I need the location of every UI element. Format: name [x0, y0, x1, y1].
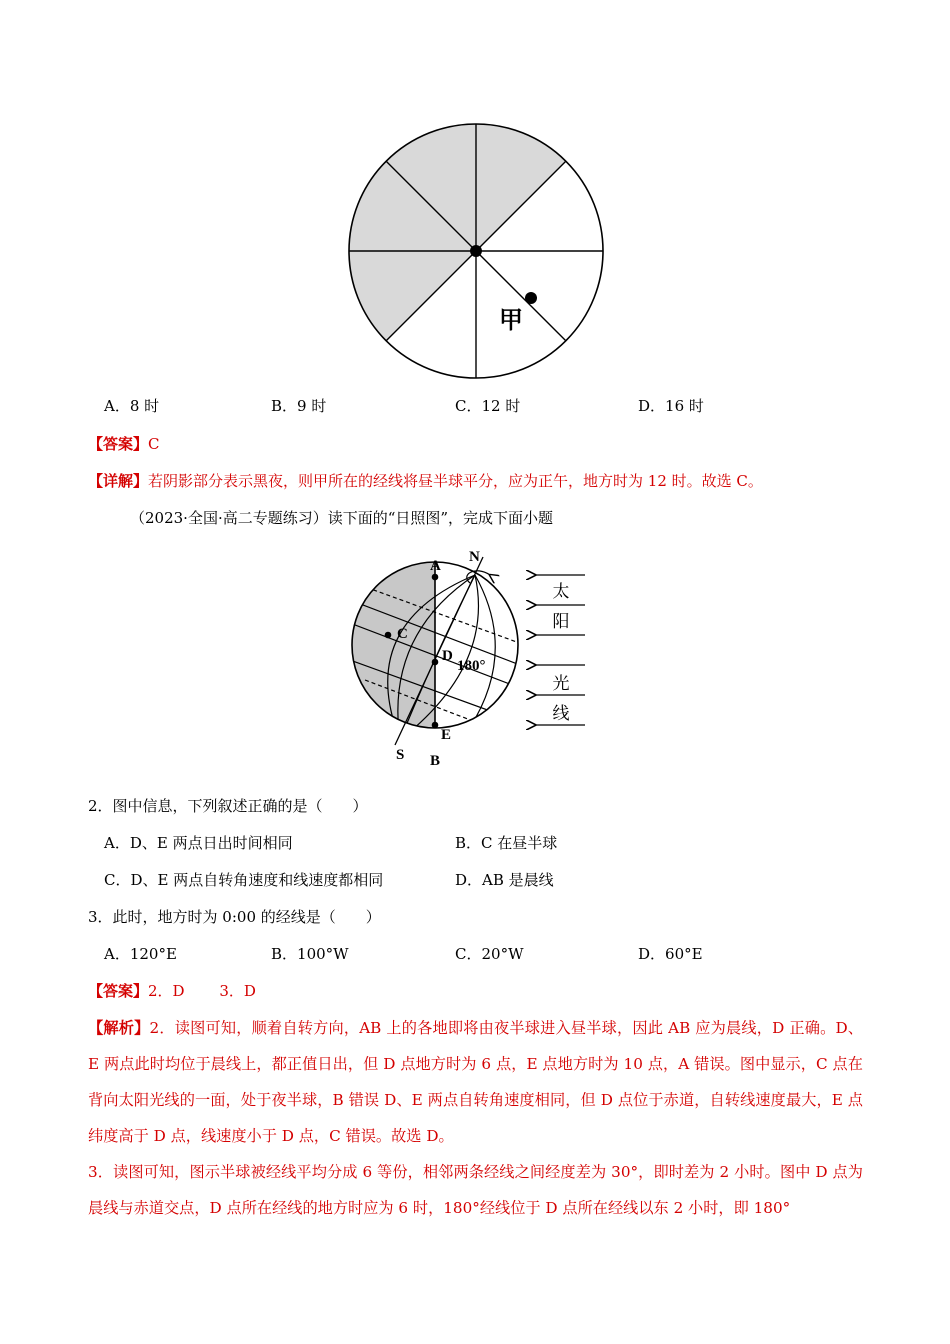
- label-c: C: [397, 626, 408, 642]
- center-dot: [470, 245, 482, 257]
- q3-stem: 3．此时，地方时为 0:00 的经线是（ ）: [88, 908, 381, 926]
- q1-option-d: D．16 时: [638, 397, 704, 415]
- jia-label: 甲: [499, 306, 523, 334]
- q2-option-b: B．C 在昼半球: [455, 834, 558, 852]
- sun-char-3: 光: [552, 674, 570, 694]
- q2-option-c: C．D、E 两点自转角速度和线速度都相同: [104, 871, 384, 889]
- q3-option-d: D．60°E: [638, 945, 703, 963]
- label-a: A: [430, 558, 441, 574]
- shaded-sector-4: [476, 124, 566, 251]
- figure-day-night-circle: [345, 120, 607, 382]
- sun-char-4: 线: [552, 704, 570, 724]
- jia-dot: [525, 292, 537, 304]
- q1-detail: 【详解】若阴影部分表示黑夜，则甲所在的经线将昼半球平分，应为正午，地方时为 12 时。故选 C。: [88, 472, 763, 490]
- label-n: N: [469, 549, 480, 565]
- q1-option-a: A．8 时: [104, 397, 160, 415]
- analysis-q3: 3．读图可知，图示半球被经线平均分成 6 等份，相邻两条经线之间经度差为 30°，即时差为 2 小时。图中 D 点为晨线与赤道交点，D 点所在经线的地方时应为 6 时，180°经线位于 D 点所在经线以东 2 小时，即 180°: [88, 1163, 863, 1217]
- analysis-q2: 【解析】2．读图可知，顺着自转方向，AB 上的各地即将由夜半球进入昼半球，因此 AB 应为晨线，D 正确。D、E 两点此时均位于晨线上，都正值日出，但 D 点地方时为 6 点，E 点地方时为 10 点，A 错误。图中显示，C 点在背向太阳光线的一面，处于夜半球，B 错误 D、E 两点自转角速度相同，但 D 点位于赤道，自转线速度最大，E 点纬度高于 D 点，线速度小于 D 点，C 错误。故选 D。: [88, 1019, 863, 1145]
- label-d: D: [442, 648, 453, 664]
- figure-sunlight-globe: [345, 545, 595, 770]
- label-e: E: [441, 727, 452, 743]
- q3-option-c: C．20°W: [455, 945, 524, 963]
- label-180: 180°: [457, 658, 486, 674]
- q1-option-b: B．9 时: [271, 397, 327, 415]
- q3-option-a: A．120°E: [104, 945, 177, 963]
- q1-answer: 【答案】C: [88, 435, 160, 453]
- point-e: [432, 722, 439, 729]
- intro-text: （2023·全国·高二专题练习）读下面的“日照图”，完成下面小题: [130, 509, 554, 527]
- q3-option-b: B．100°W: [271, 945, 349, 963]
- point-d: [432, 659, 439, 666]
- sun-char-2: 阳: [552, 612, 570, 632]
- label-s: S: [396, 747, 405, 763]
- point-a: [432, 574, 439, 581]
- shaded-sector-3: [349, 251, 476, 341]
- q2-option-a: A．D、E 两点日出时间相同: [104, 834, 293, 852]
- q1-option-c: C．12 时: [455, 397, 521, 415]
- label-b: B: [430, 753, 441, 769]
- answers-q2-q3: 【答案】2．D 3．D: [88, 982, 256, 1000]
- point-c: [385, 632, 392, 639]
- q2-option-d: D．AB 是晨线: [455, 871, 554, 889]
- sun-char-1: 太: [552, 582, 570, 602]
- q2-stem: 2．图中信息，下列叙述正确的是（ ）: [88, 797, 368, 815]
